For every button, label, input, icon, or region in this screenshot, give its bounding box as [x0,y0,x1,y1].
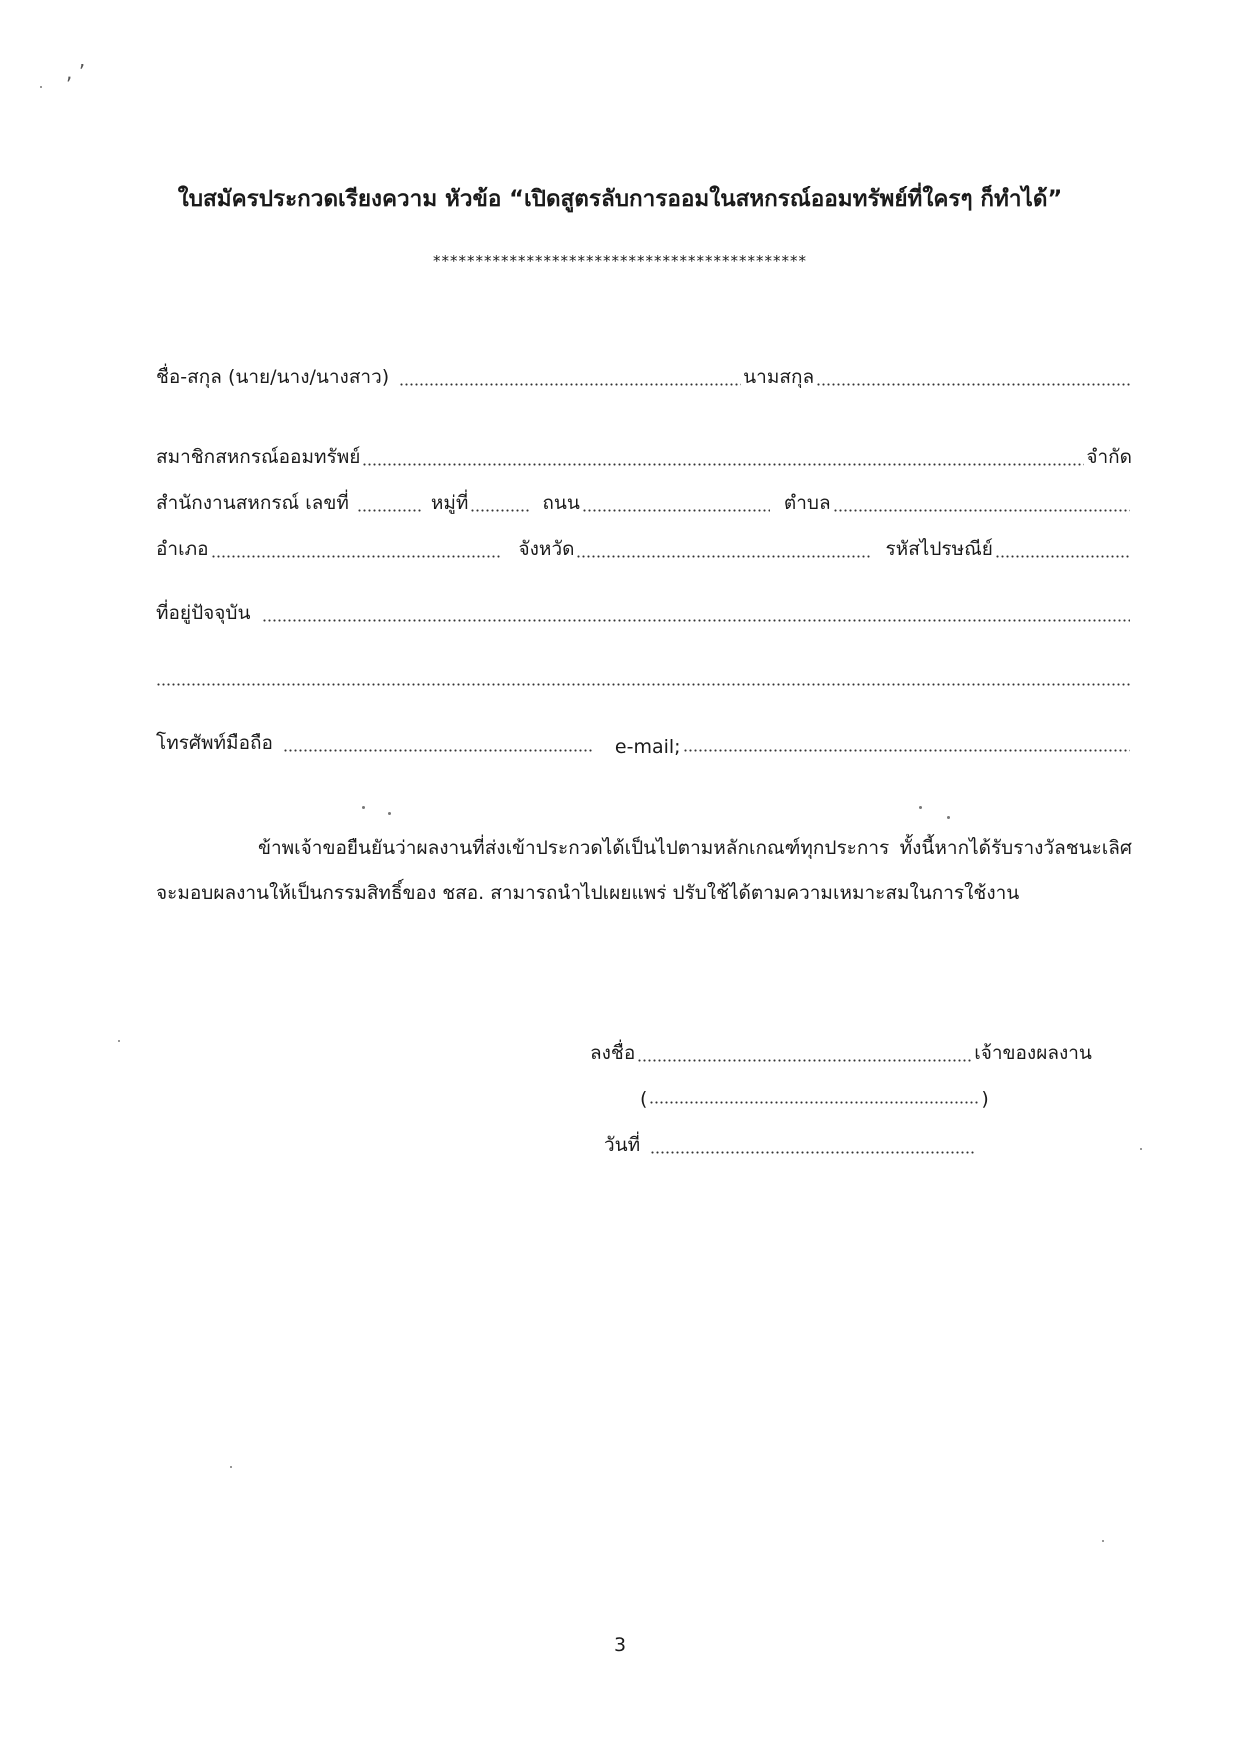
address-label: ที่อยู่ปัจจุบัน [156,602,251,624]
title-separator: ******************************************** [433,252,807,270]
scan-speck [947,816,950,819]
office-row [156,484,1132,518]
date-label: วันที่ [604,1134,641,1156]
subdistrict-label: ตำบล [783,492,831,514]
scan-speck [919,806,922,809]
printed-name-row [640,1076,1020,1110]
form-title: ใบสมัครประกวดเรียงความ หัวข้อ “เปิดสูตรลับการออมในสหกรณ์ออมทรัพย์ที่ใครๆ ก็ทำได้” [177,186,1063,212]
district-row [156,530,1132,564]
declaration-paragraph [156,826,1132,916]
scan-speck [230,1466,232,1468]
name-label: ชื่อ-สกุล (นาย/นาง/นางสาว) [156,366,390,388]
date-field[interactable] [650,1151,975,1154]
paren-open: ( [640,1088,648,1110]
scan-speck [1140,1148,1142,1150]
office-number-field[interactable] [357,509,421,512]
scan-speck [118,1040,120,1042]
province-field[interactable] [576,555,871,558]
name-row [156,358,1132,392]
scan-speck [388,812,391,815]
surname-label: นามสกุล [743,366,815,388]
member-coop-field[interactable] [362,463,1084,466]
province-label: จังหวัด [518,538,575,560]
owner-label: เจ้าของผลงาน [974,1042,1092,1064]
member-label: สมาชิกสหกรณ์ออมทรัพย์ [156,446,361,468]
corner-mark: , ’ [66,60,86,84]
postcode-label: รหัสไปรษณีย์ [885,538,993,560]
phone-field[interactable] [283,749,593,752]
paren-close: ) [981,1088,989,1110]
address-field-line-2[interactable] [156,683,1130,686]
scan-speck [1102,1540,1104,1542]
subdistrict-field[interactable] [833,509,1130,512]
member-suffix: จำกัด [1086,446,1132,468]
contact-row [156,724,1132,758]
scan-speck [362,806,365,809]
address-row [156,594,1132,628]
page-number: 3 [613,1634,627,1656]
scan-speck [40,86,42,88]
surname-field[interactable] [816,383,1130,386]
road-label: ถนน [542,492,580,514]
email-field[interactable] [683,749,1130,752]
printed-name-field[interactable] [649,1101,979,1104]
address-field-line-1[interactable] [262,619,1130,622]
date-row [604,1126,1004,1160]
declaration-text: ข้าพเจ้าขอยืนยันว่าผลงานที่ส่งเข้าประกวดได้เป็นไปตามหลักเกณฑ์ทุกประการ ทั้งนี้หากได้รับรางวัลชนะเลิศจะมอบผลงานให้เป็นกรรมสิทธิ์ของ ชสอ. สามารถนำไปเผยแพร่ ปรับใช้ได้ตามความเหมาะสมในการใช้งาน [156,837,1132,904]
member-row [156,438,1132,472]
village-field[interactable] [470,509,530,512]
sign-label: ลงชื่อ [590,1042,636,1064]
district-label: อำเภอ [156,538,209,560]
signature-row [590,1034,1100,1068]
village-label: หมู่ที่ [430,492,469,514]
address-continuation-row [156,658,1132,692]
email-label: e-mail; [614,736,681,758]
office-label: สำนักงานสหกรณ์ เลขที่ [156,492,349,514]
name-field[interactable] [399,383,741,386]
road-field[interactable] [582,509,770,512]
phone-label: โทรศัพท์มือถือ [156,732,273,754]
postcode-field[interactable] [995,555,1130,558]
district-field[interactable] [211,555,501,558]
signature-field[interactable] [637,1059,972,1062]
